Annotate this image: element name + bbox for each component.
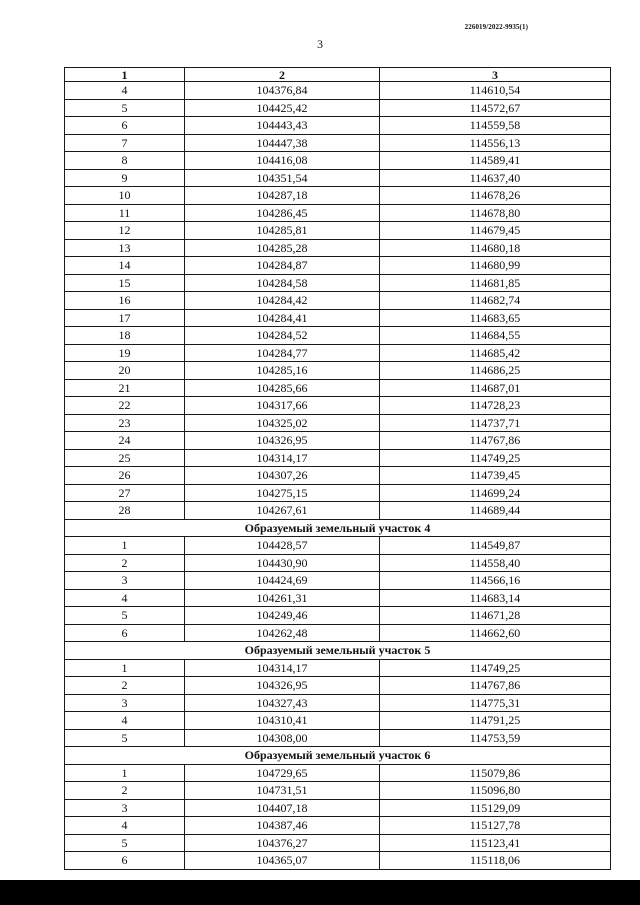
x-coordinate-cell: 104731,51 [185, 782, 380, 800]
y-coordinate-cell: 114671,28 [380, 607, 611, 625]
table-row [65, 834, 611, 852]
y-coordinate-cell: 114558,40 [380, 554, 611, 572]
x-coordinate-cell: 104326,95 [185, 677, 380, 695]
y-coordinate-cell: 114682,74 [380, 292, 611, 310]
section-row [65, 642, 611, 660]
section-title: Образуемый земельный участок 6 [65, 747, 611, 765]
table-row [65, 432, 611, 450]
x-coordinate-cell: 104425,42 [185, 99, 380, 117]
x-coordinate-cell: 104428,57 [185, 537, 380, 555]
point-number-cell: 2 [65, 554, 185, 572]
point-number-cell: 3 [65, 799, 185, 817]
y-coordinate-cell: 114683,65 [380, 309, 611, 327]
x-coordinate-cell: 104729,65 [185, 764, 380, 782]
table-row [65, 397, 611, 415]
x-coordinate-cell: 104407,18 [185, 799, 380, 817]
y-coordinate-cell: 114680,99 [380, 257, 611, 275]
point-number-cell: 20 [65, 362, 185, 380]
table-row [65, 99, 611, 117]
y-coordinate-cell: 114749,25 [380, 659, 611, 677]
x-coordinate-cell: 104284,58 [185, 274, 380, 292]
point-number-cell: 23 [65, 414, 185, 432]
point-number-cell: 14 [65, 257, 185, 275]
page-number: 3 [317, 37, 323, 51]
point-number-cell: 21 [65, 379, 185, 397]
point-number-cell: 25 [65, 449, 185, 467]
y-coordinate-cell: 114753,59 [380, 729, 611, 747]
y-coordinate-cell: 114681,85 [380, 274, 611, 292]
x-coordinate-cell: 104284,77 [185, 344, 380, 362]
point-number-cell: 4 [65, 817, 185, 835]
table-row [65, 484, 611, 502]
point-number-cell: 13 [65, 239, 185, 257]
x-coordinate-cell: 104285,16 [185, 362, 380, 380]
point-number-cell: 9 [65, 169, 185, 187]
x-coordinate-cell: 104308,00 [185, 729, 380, 747]
table-header [65, 68, 611, 82]
table-row [65, 274, 611, 292]
x-coordinate-cell: 104325,02 [185, 414, 380, 432]
y-coordinate-cell: 114683,14 [380, 589, 611, 607]
table-row [65, 222, 611, 240]
point-number-cell: 5 [65, 834, 185, 852]
point-number-cell: 1 [65, 659, 185, 677]
table-row [65, 204, 611, 222]
point-number-cell: 8 [65, 152, 185, 170]
y-coordinate-cell: 115123,41 [380, 834, 611, 852]
x-coordinate-cell: 104286,45 [185, 204, 380, 222]
coordinates-table [64, 67, 611, 870]
document-number: 226019/2022-9935(1) [464, 23, 528, 31]
x-coordinate-cell: 104447,38 [185, 134, 380, 152]
table-row [65, 292, 611, 310]
y-coordinate-cell: 114728,23 [380, 397, 611, 415]
table-row [65, 344, 611, 362]
x-coordinate-cell: 104326,95 [185, 432, 380, 450]
x-coordinate-cell: 104307,26 [185, 467, 380, 485]
y-coordinate-cell: 114572,67 [380, 99, 611, 117]
x-coordinate-cell: 104275,15 [185, 484, 380, 502]
table-row [65, 729, 611, 747]
x-coordinate-cell: 104376,27 [185, 834, 380, 852]
table-row [65, 694, 611, 712]
y-coordinate-cell: 114689,44 [380, 502, 611, 520]
section-title: Образуемый земельный участок 4 [65, 519, 611, 537]
y-coordinate-cell: 114739,45 [380, 467, 611, 485]
x-coordinate-cell: 104249,46 [185, 607, 380, 625]
point-number-cell: 5 [65, 607, 185, 625]
x-coordinate-cell: 104416,08 [185, 152, 380, 170]
x-coordinate-cell: 104285,81 [185, 222, 380, 240]
point-number-cell: 6 [65, 624, 185, 642]
y-coordinate-cell: 115129,09 [380, 799, 611, 817]
point-number-cell: 12 [65, 222, 185, 240]
table-row [65, 712, 611, 730]
y-coordinate-cell: 114556,13 [380, 134, 611, 152]
y-coordinate-cell: 114775,31 [380, 694, 611, 712]
table-row [65, 134, 611, 152]
point-number-cell: 4 [65, 589, 185, 607]
y-coordinate-cell: 115079,86 [380, 764, 611, 782]
point-number-cell: 24 [65, 432, 185, 450]
x-coordinate-cell: 104285,28 [185, 239, 380, 257]
table-row [65, 817, 611, 835]
x-coordinate-cell: 104284,52 [185, 327, 380, 345]
table-row [65, 764, 611, 782]
y-coordinate-cell: 114687,01 [380, 379, 611, 397]
y-coordinate-cell: 115096,80 [380, 782, 611, 800]
y-coordinate-cell: 114791,25 [380, 712, 611, 730]
y-coordinate-cell: 114767,86 [380, 432, 611, 450]
x-coordinate-cell: 104284,41 [185, 309, 380, 327]
x-coordinate-cell: 104443,43 [185, 117, 380, 135]
table-row [65, 852, 611, 870]
point-number-cell: 2 [65, 677, 185, 695]
x-coordinate-cell: 104327,43 [185, 694, 380, 712]
y-coordinate-cell: 115118,06 [380, 852, 611, 870]
y-coordinate-cell: 114610,54 [380, 82, 611, 100]
y-coordinate-cell: 114589,41 [380, 152, 611, 170]
column-header-1: 1 [65, 68, 185, 82]
table-row [65, 82, 611, 100]
point-number-cell: 10 [65, 187, 185, 205]
y-coordinate-cell: 114559,58 [380, 117, 611, 135]
y-coordinate-cell: 114678,26 [380, 187, 611, 205]
x-coordinate-cell: 104284,42 [185, 292, 380, 310]
table-row [65, 677, 611, 695]
point-number-cell: 22 [65, 397, 185, 415]
point-number-cell: 11 [65, 204, 185, 222]
header-row [65, 68, 611, 82]
table-row [65, 117, 611, 135]
y-coordinate-cell: 114737,71 [380, 414, 611, 432]
point-number-cell: 5 [65, 729, 185, 747]
table-row [65, 239, 611, 257]
table-row [65, 169, 611, 187]
table-row [65, 502, 611, 520]
point-number-cell: 17 [65, 309, 185, 327]
table-row [65, 607, 611, 625]
table-row [65, 589, 611, 607]
y-coordinate-cell: 115127,78 [380, 817, 611, 835]
point-number-cell: 28 [65, 502, 185, 520]
y-coordinate-cell: 114662,60 [380, 624, 611, 642]
point-number-cell: 4 [65, 82, 185, 100]
x-coordinate-cell: 104285,66 [185, 379, 380, 397]
section-row [65, 519, 611, 537]
table-row [65, 257, 611, 275]
y-coordinate-cell: 114637,40 [380, 169, 611, 187]
table-row [65, 467, 611, 485]
x-coordinate-cell: 104351,54 [185, 169, 380, 187]
table-row [65, 554, 611, 572]
point-number-cell: 6 [65, 117, 185, 135]
x-coordinate-cell: 104284,87 [185, 257, 380, 275]
point-number-cell: 27 [65, 484, 185, 502]
y-coordinate-cell: 114678,80 [380, 204, 611, 222]
point-number-cell: 16 [65, 292, 185, 310]
x-coordinate-cell: 104424,69 [185, 572, 380, 590]
y-coordinate-cell: 114684,55 [380, 327, 611, 345]
point-number-cell: 26 [65, 467, 185, 485]
y-coordinate-cell: 114686,25 [380, 362, 611, 380]
y-coordinate-cell: 114680,18 [380, 239, 611, 257]
table-row [65, 659, 611, 677]
column-header-3: 3 [380, 68, 611, 82]
point-number-cell: 1 [65, 537, 185, 555]
point-number-cell: 7 [65, 134, 185, 152]
y-coordinate-cell: 114549,87 [380, 537, 611, 555]
y-coordinate-cell: 114679,45 [380, 222, 611, 240]
x-coordinate-cell: 104262,48 [185, 624, 380, 642]
point-number-cell: 18 [65, 327, 185, 345]
point-number-cell: 4 [65, 712, 185, 730]
x-coordinate-cell: 104314,17 [185, 659, 380, 677]
column-header-2: 2 [185, 68, 380, 82]
x-coordinate-cell: 104365,07 [185, 852, 380, 870]
table-row [65, 572, 611, 590]
x-coordinate-cell: 104430,90 [185, 554, 380, 572]
point-number-cell: 6 [65, 852, 185, 870]
table-row [65, 782, 611, 800]
table-row [65, 309, 611, 327]
x-coordinate-cell: 104387,46 [185, 817, 380, 835]
y-coordinate-cell: 114699,24 [380, 484, 611, 502]
table-row [65, 187, 611, 205]
point-number-cell: 19 [65, 344, 185, 362]
table-body [65, 82, 611, 870]
table-row [65, 414, 611, 432]
point-number-cell: 2 [65, 782, 185, 800]
x-coordinate-cell: 104287,18 [185, 187, 380, 205]
x-coordinate-cell: 104261,31 [185, 589, 380, 607]
table-row [65, 799, 611, 817]
x-coordinate-cell: 104376,84 [185, 82, 380, 100]
table-row [65, 327, 611, 345]
table-row [65, 152, 611, 170]
point-number-cell: 5 [65, 99, 185, 117]
y-coordinate-cell: 114767,86 [380, 677, 611, 695]
table-row [65, 362, 611, 380]
table-row [65, 537, 611, 555]
scan-edge-bar [0, 880, 640, 905]
point-number-cell: 3 [65, 694, 185, 712]
table-row [65, 379, 611, 397]
table-row [65, 624, 611, 642]
y-coordinate-cell: 114749,25 [380, 449, 611, 467]
table-row [65, 449, 611, 467]
point-number-cell: 3 [65, 572, 185, 590]
section-row [65, 747, 611, 765]
x-coordinate-cell: 104310,41 [185, 712, 380, 730]
point-number-cell: 15 [65, 274, 185, 292]
x-coordinate-cell: 104314,17 [185, 449, 380, 467]
section-title: Образуемый земельный участок 5 [65, 642, 611, 660]
y-coordinate-cell: 114685,42 [380, 344, 611, 362]
point-number-cell: 1 [65, 764, 185, 782]
x-coordinate-cell: 104317,66 [185, 397, 380, 415]
y-coordinate-cell: 114566,16 [380, 572, 611, 590]
x-coordinate-cell: 104267,61 [185, 502, 380, 520]
